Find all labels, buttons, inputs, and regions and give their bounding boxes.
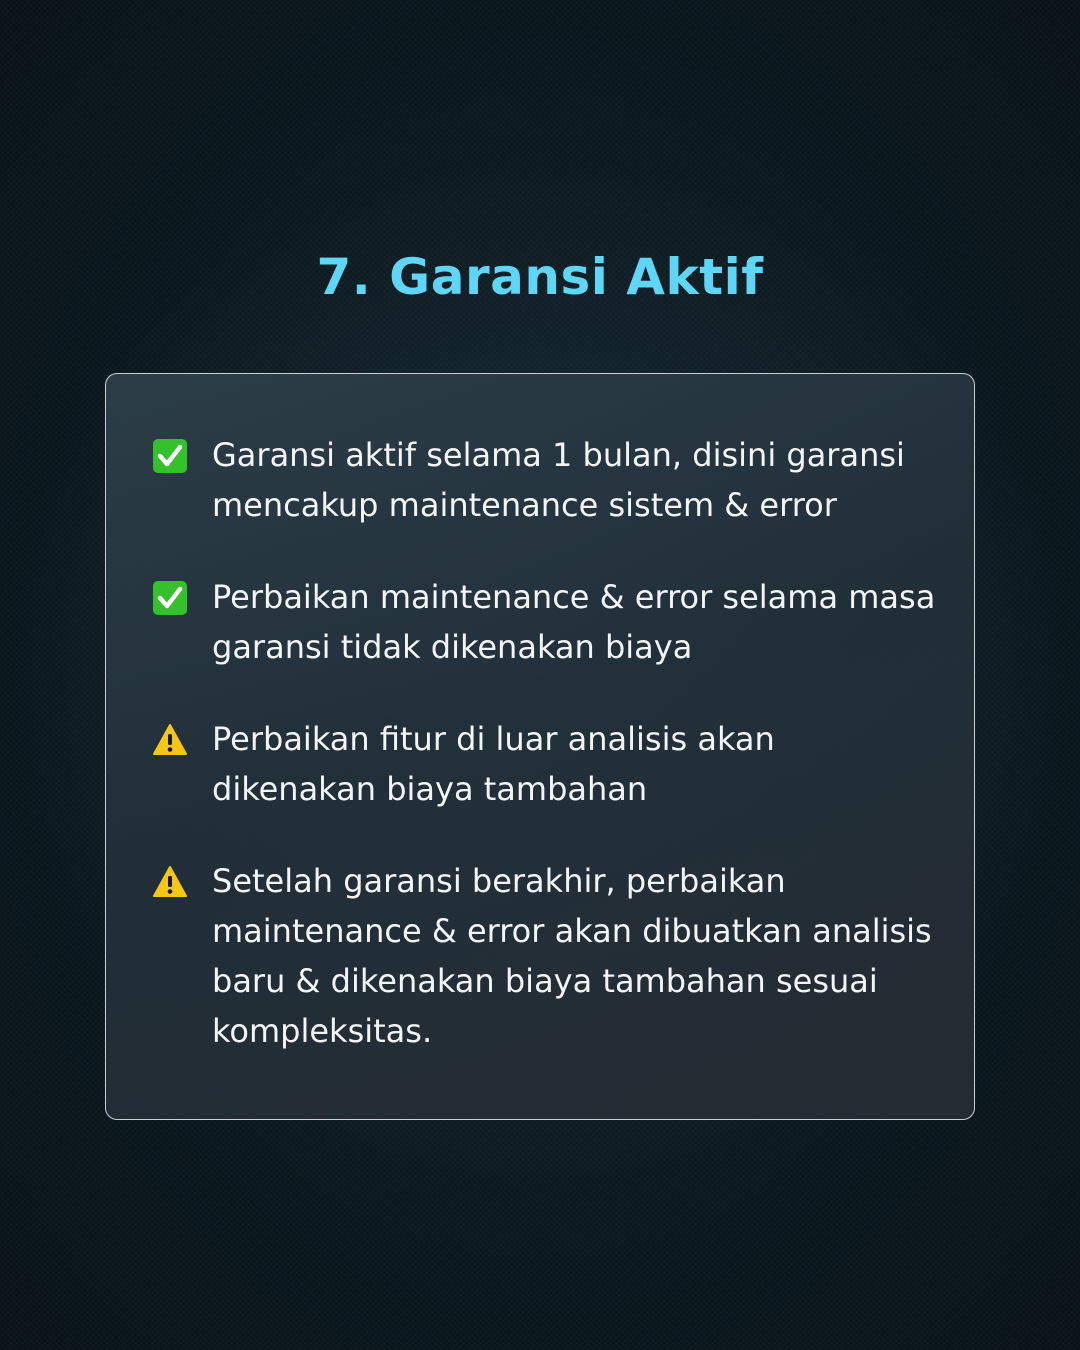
- warranty-info-card: [105, 373, 975, 1120]
- warning-icon: [152, 722, 188, 758]
- list-item-text: Garansi aktif selama 1 bulan, disini garansi mencakup maintenance sistem & error: [212, 436, 905, 524]
- check-mark-icon: [152, 580, 188, 616]
- page-title: 7. Garansi Aktif: [316, 248, 764, 306]
- list-item-text: Perbaikan fitur di luar analisis akan dikenakan biaya tambahan: [212, 720, 775, 808]
- list-item: [152, 572, 936, 672]
- list-item-text: Setelah garansi berakhir, perbaikan maintenance & error akan dibuatkan analisis baru & dikenakan biaya tambahan sesuai kompleksitas.: [212, 862, 932, 1050]
- list-item: [152, 856, 936, 1056]
- check-mark-icon: [152, 438, 188, 474]
- warning-icon: [152, 864, 188, 900]
- list-item: [152, 430, 936, 530]
- list-item-text: Perbaikan maintenance & error selama masa garansi tidak dikenakan biaya: [212, 578, 936, 666]
- list-item: [152, 714, 936, 814]
